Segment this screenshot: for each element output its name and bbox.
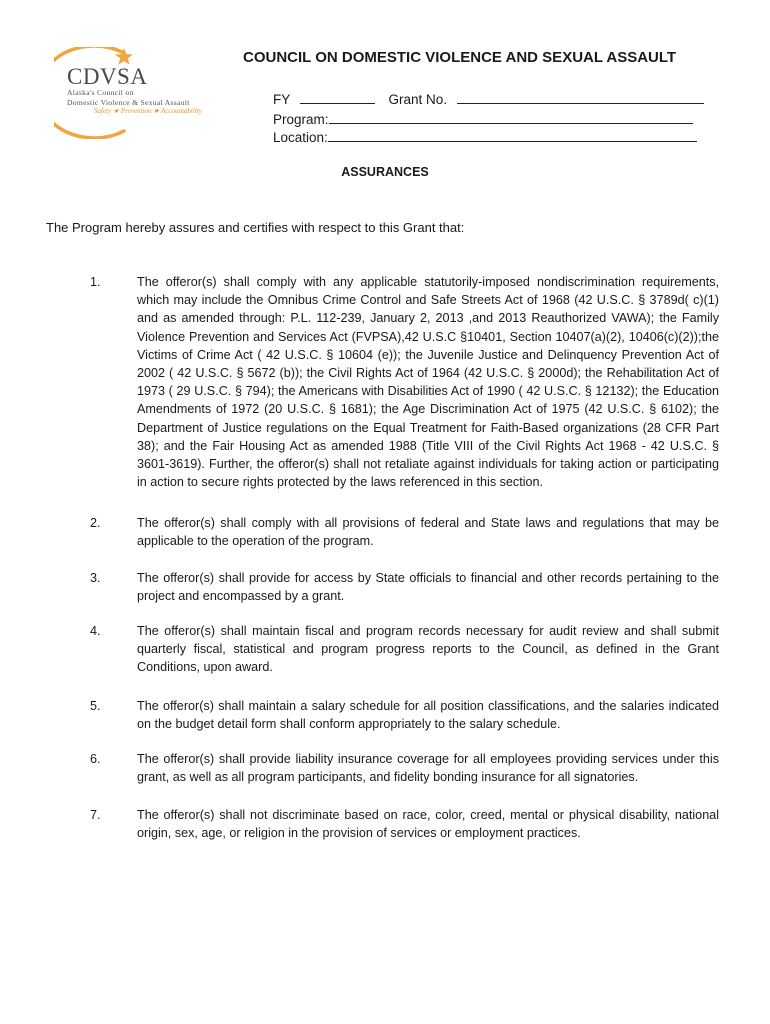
item-text: The offeror(s) shall comply with any applicable statutorily-imposed nondiscrimination requirements, which may include the Omnibus Crime Control and Safe Streets Act of 1968 (42 U.S.C. § 3789d( c)(1) and as amended through: P.L. 112-239, January 2, 2013 ,and 2013 Reauthorized VAWA); the Family Violence Prevention and Services Act (FVPSA),42 U.S.C §10401, Section 10407(a)(2), 10406(c)(2));the Victims of Crime Act ( 42 U.S.C. § 10604 (e)); the Juvenile Justice and Delinquency Prevention Act of 2002 ( 42 U.S.C. § 5672 (b)); the Civil Rights Act of 1964 (42 U.S.C. § 2000d); the Rehabilitation Act of 1973 ( 29 U.S.C. § 794); the Americans with Disabilities Act of 1990 ( 42 U.S.C. § 12132); the Education Amendments of 1972 (20 U.S.C. § 1681); the Age Discrimination Act of 1975 (42 U.S.C. § 6102); the Department of Justice regulations on the Equal Treatment for Faith-Based organizations (28 CFR Part 38); and the Fair Housing Act as amended 1988 (Title VIII of the Civil Rights Act 1968 - 42 U.S.C. § 3601-3619). Further, the offeror(s) shall not retaliate against individuals for taking action or participating in action to secure rights protected by the laws referenced in this section. xyxy=(137,275,719,490)
list-item xyxy=(90,750,730,786)
item-number: 5. xyxy=(90,699,101,713)
item-text: The offeror(s) shall provide liability insurance coverage for all employees providing services under this grant, as well as all program participants, and fidelity bonding insurance for all signatories. xyxy=(137,752,719,785)
item-text: The offeror(s) shall provide for access by State officials to financial and other records pertaining to the project and encompassed by a grant. xyxy=(137,571,719,604)
list-item xyxy=(90,569,730,605)
item-number: 7. xyxy=(90,808,101,822)
fy-label: FY xyxy=(273,92,291,107)
program-label: Program: xyxy=(273,112,329,127)
cdvsa-logo xyxy=(54,47,254,139)
logo-subtitle-line-2: Domestic Violence & Sexual Assault xyxy=(67,98,190,107)
item-number: 1. xyxy=(90,275,101,289)
location-field[interactable] xyxy=(328,127,697,142)
page-title: COUNCIL ON DOMESTIC VIOLENCE AND SEXUAL ASSAULT xyxy=(243,49,677,66)
list-item xyxy=(90,697,730,733)
list-item xyxy=(90,806,730,842)
logo-tagline: Safety ★ Prevention ★ Accountability xyxy=(94,107,202,115)
item-text: The offeror(s) shall comply with all provisions of federal and State laws and regulations that may be applicable to the operation of the program. xyxy=(137,516,719,549)
item-number: 6. xyxy=(90,752,101,766)
logo-subtitle-line-1: Alaska's Council on xyxy=(67,88,134,97)
fy-field[interactable] xyxy=(300,89,375,104)
item-number: 3. xyxy=(90,571,101,585)
list-item xyxy=(90,622,730,677)
program-row xyxy=(273,109,693,127)
list-item xyxy=(90,514,730,550)
fy-grant-row xyxy=(273,89,704,107)
intro-text: The Program hereby assures and certifies with respect to this Grant that: xyxy=(46,220,465,235)
location-label: Location: xyxy=(273,130,328,145)
item-text: The offeror(s) shall maintain a salary schedule for all position classifications, and the salaries indicated on the budget detail form shall conform appropriately to the salary schedule. xyxy=(137,699,719,732)
item-text: The offeror(s) shall maintain fiscal and program records necessary for audit review and shall submit quarterly fiscal, statistical and program progress reports to the Council, as defined in the Grant Conditions, upon award. xyxy=(137,624,719,675)
item-number: 4. xyxy=(90,624,101,638)
section-heading: ASSURANCES xyxy=(341,165,429,179)
grant-number-label: Grant No. xyxy=(388,92,448,107)
program-field[interactable] xyxy=(329,109,693,124)
grant-number-field[interactable] xyxy=(457,89,704,104)
item-number: 2. xyxy=(90,516,101,530)
item-text: The offeror(s) shall not discriminate based on race, color, creed, mental or physical disability, national origin, sex, age, or religion in the provision of services or employment practices. xyxy=(137,808,719,841)
list-item xyxy=(90,273,730,491)
location-row xyxy=(273,127,697,145)
logo-name: CDVSA xyxy=(67,64,148,89)
